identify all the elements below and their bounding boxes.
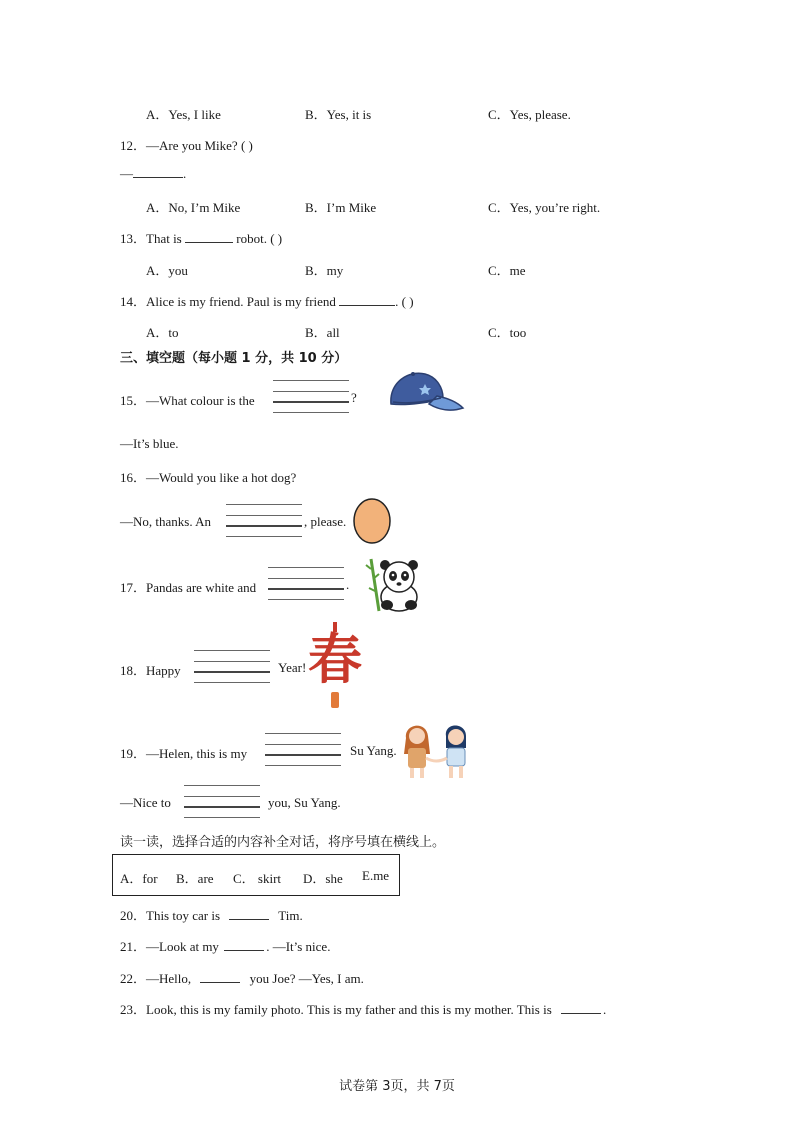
question-mark: ? xyxy=(351,390,357,405)
word-bank-option: E.me xyxy=(362,868,390,883)
question-19-reply: —Nice to xyxy=(120,795,171,810)
question-22 xyxy=(120,968,364,987)
answer-blank[interactable] xyxy=(339,305,395,306)
four-line-writing-grid[interactable] xyxy=(268,567,344,601)
answer-blank[interactable] xyxy=(133,177,183,178)
option-b: B．I’m Mike xyxy=(305,200,377,215)
period: . xyxy=(183,166,187,181)
reading-instruction: 读一读，选择合适的内容补全对话，将序号填在横线上。 xyxy=(120,835,446,850)
period: . xyxy=(346,577,350,592)
stem-part: 21．—Look at my xyxy=(120,939,219,954)
option-c: C．Yes, please. xyxy=(488,107,571,122)
option-c: C．Yes, you’re right. xyxy=(488,200,601,215)
panda-icon xyxy=(365,553,425,615)
answer-blank[interactable] xyxy=(224,950,264,951)
section-heading: 三、填空题（每小题 1 分，共 10 分） xyxy=(120,351,348,366)
egg-icon xyxy=(351,497,393,545)
stem-part: you Joe? —Yes, I am. xyxy=(249,971,364,986)
four-line-writing-grid[interactable] xyxy=(273,380,349,414)
question-18-end: Year! xyxy=(278,660,307,675)
question-19: 19．—Helen, this is my xyxy=(120,746,248,761)
question-16-reply: —No, thanks. An xyxy=(120,514,211,529)
question-20 xyxy=(120,905,303,924)
option-a: A．to xyxy=(146,325,179,340)
word-bank-option: D．she xyxy=(303,871,343,886)
question-13 xyxy=(120,228,282,247)
question-16: 16．—Would you like a hot dog? xyxy=(120,470,297,485)
word-bank-option: C． skirt xyxy=(233,871,282,886)
two-girls-icon xyxy=(400,720,476,780)
question-15-answer: —It’s blue. xyxy=(120,436,179,451)
stem-part: 14．Alice is my friend. Paul is my friend xyxy=(120,294,336,309)
stem-part: 23．Look, this is my family photo. This is my father and this is my mother. This is xyxy=(120,1002,552,1017)
dash: — xyxy=(120,166,133,181)
question-19-end: Su Yang. xyxy=(350,743,397,758)
question-23 xyxy=(120,999,606,1018)
question-12: 12．—Are you Mike? ( ) xyxy=(120,138,253,153)
option-b: B．all xyxy=(305,325,340,340)
stem-part: 20．This toy car is xyxy=(120,908,221,923)
blue-cap-icon xyxy=(385,368,465,420)
question-19-reply-end: you, Su Yang. xyxy=(268,795,341,810)
question-12-answer-line xyxy=(120,166,186,182)
stem-part: robot. ( ) xyxy=(236,231,283,246)
word-bank-option: A．for xyxy=(120,871,158,886)
question-21 xyxy=(120,936,330,955)
option-c: C．too xyxy=(488,325,527,340)
word-bank-box xyxy=(112,854,400,896)
stem-part: 13．That is xyxy=(120,231,182,246)
answer-blank[interactable] xyxy=(229,919,269,920)
four-line-writing-grid[interactable] xyxy=(194,650,270,684)
spring-lantern-icon xyxy=(307,622,363,710)
answer-blank[interactable] xyxy=(200,982,240,983)
four-line-writing-grid[interactable] xyxy=(226,504,302,538)
question-14 xyxy=(120,291,414,310)
option-a: A．Yes, I like xyxy=(146,107,221,122)
word-bank-option: B．are xyxy=(176,871,214,886)
option-b: B．my xyxy=(305,263,344,278)
stem-part: . —It’s nice. xyxy=(266,939,331,954)
page-footer: 试卷第 3页，共 7页 xyxy=(339,1079,455,1094)
stem-part: 22．—Hello, xyxy=(120,971,192,986)
question-17: 17．Pandas are white and xyxy=(120,580,257,595)
four-line-writing-grid[interactable] xyxy=(265,733,341,767)
spring-character: 春 xyxy=(308,628,362,691)
question-16-reply-end: , please. xyxy=(304,514,347,529)
answer-blank[interactable] xyxy=(561,1013,601,1014)
stem-part: Tim. xyxy=(278,908,303,923)
option-b: B．Yes, it is xyxy=(305,107,372,122)
option-a: A．you xyxy=(146,263,188,278)
four-line-writing-grid[interactable] xyxy=(184,785,260,819)
stem-part: . ( ) xyxy=(395,294,414,309)
option-a: A．No, I’m Mike xyxy=(146,200,241,215)
question-15: 15．—What colour is the xyxy=(120,393,255,408)
stem-part: . xyxy=(603,1002,607,1017)
question-18: 18．Happy xyxy=(120,663,181,678)
option-c: C．me xyxy=(488,263,526,278)
answer-blank[interactable] xyxy=(185,242,233,243)
